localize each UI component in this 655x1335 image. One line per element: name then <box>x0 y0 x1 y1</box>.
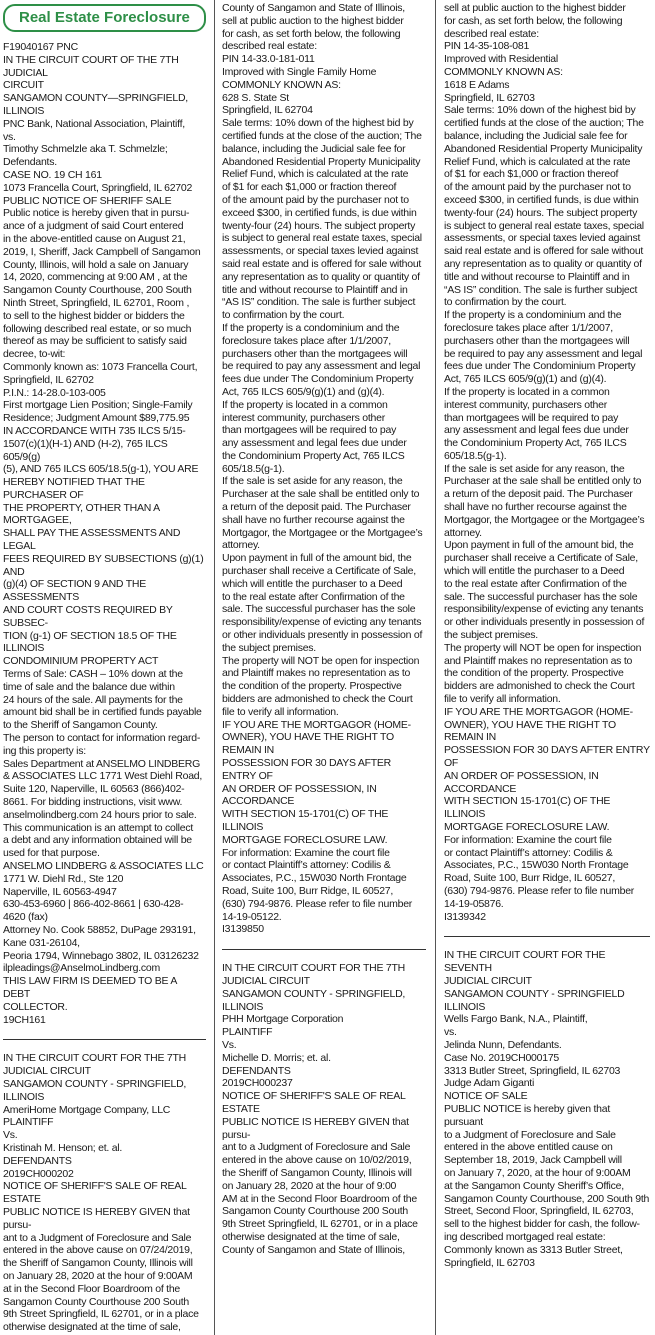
notice-line: County, Illinois, will hold a sale on January <box>3 258 189 271</box>
notice-line: ant to a Judgment of Foreclosure and Sale <box>3 1231 192 1244</box>
notice-line: “AS IS” condition. The sale is further subject <box>222 296 416 309</box>
notice-line: fees due under The Condominium Property <box>222 373 414 386</box>
notice-line: AM at in the Second Floor Boardroom of the <box>222 1192 417 1205</box>
notice <box>3 41 206 1026</box>
notice-line: the Sheriff of Sangamon County, Illinois will <box>3 1257 193 1270</box>
notice-line: sell at public auction to the highest bidder <box>444 2 626 14</box>
notice-line: 628 S. State St <box>222 91 289 104</box>
notice-line: (5), AND 765 ILCS 605/18.5(g-1), YOU ARE <box>3 463 199 476</box>
notice-line: 24 hours of the sale. All payments for the <box>3 693 183 706</box>
notice-line: ilpleadings@AnselmoLindberg.com <box>3 962 160 975</box>
notice-line: POSSESSION FOR 30 DAYS AFTER ENTRY OF <box>444 744 650 770</box>
notice-line: PLAINTIFF <box>222 1026 273 1039</box>
notice-line: attorney. <box>444 526 482 539</box>
notice-line: FEES REQUIRED BY SUBSECTIONS (g)(1) AND <box>3 552 204 578</box>
notice-line: TION (g-1) OF SECTION 18.5 OF THE ILLINOIS <box>3 629 177 655</box>
notice-line: sale. The successful purchaser has the sole <box>222 603 416 616</box>
notice-line: CONDOMINIUM PROPERTY ACT <box>3 655 159 668</box>
notice-line: Associates, P.C., 15W030 North Frontage <box>444 859 629 872</box>
notice-line: on January 28, 2020 at the hour of 9:00 <box>222 1179 397 1192</box>
notice-line: 1507(c)(1)(H-1) AND (H-2), 765 ILCS 605/9(g) <box>3 437 168 463</box>
notice-line: to a Judgment of Foreclosure and Sale <box>444 1128 616 1141</box>
notice-line: POSSESSION FOR 30 DAYS AFTER ENTRY OF <box>222 757 392 782</box>
notice-line: Timothy Schmelzle aka T. Schmelzle; <box>3 143 168 156</box>
notice-line: 9th Street Springfield, IL 62701, or in a place <box>222 1218 418 1231</box>
notice-line: to the real estate after Confirmation of the <box>444 577 627 590</box>
notice-line: or other individuals presently in possession of <box>222 629 423 642</box>
notice-line: Upon payment in full of the amount bid, the <box>444 539 634 552</box>
notice-line: First mortgage Lien Position; Single-Family <box>3 399 193 412</box>
notice-line: decree, to-wit: <box>3 348 66 361</box>
notice-line: the subject premises. <box>444 629 538 642</box>
notice-line: Relief Fund, which is calculated at the rate <box>222 168 409 181</box>
notice-line: COMMONLY KNOWN AS: <box>444 65 563 78</box>
notice-line: be required to pay any assessment and legal <box>444 347 643 360</box>
notice-line: or other individuals presently in possession of <box>444 616 645 629</box>
notice-line: 9th Street Springfield, IL 62701, or in a place <box>3 1308 199 1321</box>
notice-line: the Condominium Property Act, 765 ILCS <box>444 437 627 450</box>
notice-line: balance, including the Judicial sale fee for <box>222 142 406 155</box>
notice-line: 1771 W. Diehl Rd., Ste 120 <box>3 872 124 885</box>
notice-line: purchasers other than the mortgagees will <box>444 334 630 347</box>
notice-line: MORTGAGE FORECLOSURE LAW. <box>444 821 610 833</box>
notice-line: twenty-four (24) hours. The subject property <box>444 206 638 219</box>
notice-line: Abandoned Residential Property Municipality <box>444 142 643 155</box>
column-rule-2 <box>435 0 436 1335</box>
notice-line: exceed $300, in certified funds, is due within <box>444 193 639 206</box>
notice-line: said real estate and is offered for sale without <box>222 257 422 270</box>
notice-line: entered in the above cause on 10/02/2019, <box>222 1154 412 1167</box>
notice-line: Naperville, IL 60563-4947 <box>3 885 117 898</box>
notice-line: ILLINOIS <box>3 1090 45 1103</box>
notice-line: otherwise designated at the time of sale, <box>3 1321 181 1334</box>
notice-line: 14, 2020, commencing at 9:00 AM , at the <box>3 271 188 284</box>
notice-line: NOTICE OF SHERIFF'S SALE OF REAL ESTATE <box>3 1180 187 1206</box>
notice-line: OWNER), YOU HAVE THE RIGHT TO REMAIN IN <box>222 731 394 757</box>
notice-line: 3313 Butler Street, Springfield, IL 62703 <box>444 1064 621 1077</box>
notice-line: DEFENDANTS <box>3 1154 72 1167</box>
notice-line: 8661. For bidding instructions, visit www. <box>3 796 183 809</box>
notice-line: purchaser shall receive a Certificate of Sale, <box>222 565 416 578</box>
notice-line: AN ORDER OF POSSESSION, IN ACCORDANCE <box>222 782 377 808</box>
notice-line: SHALL PAY THE ASSESSMENTS AND LEGAL <box>3 527 181 553</box>
notice-line: to the real estate after Confirmation of the <box>222 590 405 603</box>
notice-line: Sangamon County Courthouse 200 South <box>222 1205 408 1218</box>
notice-line: Improved with Single Family Home <box>222 65 377 78</box>
notice-line: amount bid shall be in certified funds payable <box>3 706 202 719</box>
notice-line: & ASSOCIATES LLC 1771 West Diehl Road, <box>3 770 203 783</box>
notice-line: If the property is a condominium and the <box>444 309 622 322</box>
notice-line: purchasers other than the mortgagees will <box>222 347 408 360</box>
notice-line: If the sale is set aside for any reason, the <box>444 462 625 475</box>
notice-line: certified funds at the close of the auction; The <box>222 129 422 142</box>
notice-line: interest community, purchasers other <box>222 411 385 424</box>
notice-line: ing this property is: <box>3 744 86 757</box>
notice-line: twenty-four (24) hours. The subject property <box>222 219 416 232</box>
notice-line: NOTICE OF SALE <box>444 1090 528 1103</box>
notice-line: Act, 765 ILCS 605/9(g)(1) and (g)(4). <box>444 373 607 386</box>
notice-line: any assessment and legal fees due under <box>444 424 629 437</box>
notice-line: CASE NO. 19 CH 161 <box>3 168 102 181</box>
notice-line: Springfield, IL 62703 <box>444 1256 535 1269</box>
notice-line: bidders are admonished to check the Court <box>444 680 635 693</box>
notice-line: ILLINOIS <box>3 104 45 117</box>
notice-line: 2019CH000237 <box>222 1077 293 1090</box>
notice-line: PIN 14-35-108-081 <box>444 40 530 53</box>
notice-line: on January 7, 2020, at the hour of 9:00AM <box>444 1166 631 1179</box>
notice-line: the Condominium Property Act, 765 ILCS <box>222 449 405 462</box>
notice-line: The property will NOT be open for inspection <box>444 641 642 654</box>
notice-line: PUBLIC NOTICE IS HEREBY GIVEN that pursu- <box>222 1115 409 1141</box>
notice-line: JUDICIAL CIRCUIT <box>3 1065 91 1078</box>
notice-line: THE PROPERTY, OTHER THAN A MORTGAGEE, <box>3 501 160 527</box>
column-1 <box>3 0 206 1335</box>
notice-line: for cash, as set forth below, the following <box>222 27 401 40</box>
notice-line: fees due under The Condominium Property <box>444 360 636 373</box>
notice-line: ILLINOIS <box>222 1000 264 1013</box>
notice-line: If the property is a condominium and the <box>222 321 400 334</box>
notice-line: responsibility/expense of evicting any tenants <box>444 603 644 616</box>
notice-line: of $1 for each $1,000 or fraction thereof <box>222 181 397 194</box>
notice-line: on January 28, 2020 at the hour of 9:00AM <box>3 1269 193 1282</box>
notice-line: Sangamon County Courthouse, 200 South <box>3 284 192 297</box>
notice-line: Sangamon County Courthouse 200 South <box>3 1295 189 1308</box>
notice-line: Relief Fund, which is calculated at the rate <box>444 155 631 168</box>
notice-line: IN THE CIRCUIT COURT FOR THE SEVENTH <box>444 949 606 975</box>
notice-line: Commonly known as 3313 Butler Street, <box>444 1243 623 1256</box>
notice-line: Peoria 1794, Winnebago 3802, IL 03126232 <box>3 949 199 962</box>
notice-line: Case No. 2019CH000175 <box>444 1051 559 1064</box>
notice-line: 4620 (fax) <box>3 911 48 924</box>
notice-line: PUBLIC NOTICE is hereby given that pursuant <box>444 1102 610 1128</box>
notice-line: Road, Suite 100, Burr Ridge, IL 60527, <box>444 872 616 885</box>
notice-line: Vs. <box>222 1038 237 1051</box>
notice-line: Ninth Street, Springfield, IL 62701, Room , <box>3 296 190 309</box>
notice-line: any assessment and legal fees due under <box>222 437 407 450</box>
notice-line: responsibility/expense of evicting any tenants <box>222 616 422 629</box>
notice-line: for cash, as set forth below, the following <box>444 14 623 27</box>
notice-line: Wells Fargo Bank, N.A., Plaintiff, <box>444 1013 588 1026</box>
notice-line: If the property is located in a common <box>222 398 388 411</box>
notice-line: I3139342 <box>444 910 486 923</box>
notice-line: JUDICIAL CIRCUIT <box>222 974 310 987</box>
notice-line: CIRCUIT <box>3 79 44 92</box>
notice-line: IF YOU ARE THE MORTGAGOR (HOME- <box>222 718 411 731</box>
notice-line: sale. The successful purchaser has the sole <box>444 590 638 603</box>
notice-line: the condition of the property. Prospective <box>222 680 402 693</box>
notice-line: the subject premises. <box>222 641 316 654</box>
notice-line: is subject to general real estate taxes, special <box>444 219 644 232</box>
notice-line: file to verify all information. <box>222 705 339 718</box>
notice-line: County of Sangamon and State of Illinois, <box>222 2 405 14</box>
notice-line: “AS IS” condition. The sale is further subject <box>444 283 638 296</box>
notice-line: 605/18.5(g-1). <box>222 462 285 475</box>
notice-line: title and without recourse to Plaintiff and in <box>222 283 408 296</box>
notice-line: a debt and any information obtained will be <box>3 834 192 847</box>
notice-line: or contact Plaintiff’s attorney: Codilis & <box>222 859 391 872</box>
notice-line: AmeriHome Mortgage Company, LLC <box>3 1103 171 1116</box>
notice-line: JUDICIAL CIRCUIT <box>444 974 532 987</box>
notice-line: This communication is an attempt to collect <box>3 821 194 834</box>
notice-line: purchaser shall receive a Certificate of Sale, <box>444 552 638 565</box>
notice-line: and Plaintiff makes no representation as to <box>444 654 633 667</box>
notice-line: at the Sangamon County Sheriff’s Office, <box>444 1179 624 1192</box>
notice-line: (630) 794-9876. Please refer to file number <box>444 884 635 897</box>
notice-line: Associates, P.C., 15W030 North Frontage <box>222 872 407 885</box>
notice-line: entered in the above cause on 07/24/2019, <box>3 1244 193 1257</box>
notice-line: COLLECTOR. <box>3 1000 68 1013</box>
notice-line: ing described mortgaged real estate: <box>444 1230 606 1243</box>
notice-line: Jelinda Nunn, Defendants. <box>444 1038 562 1051</box>
notice-line: which will entitle the purchaser to a Deed <box>222 577 403 590</box>
notice-line: IN ACCORDANCE WITH 735 ILCS 5/15- <box>3 424 186 437</box>
notice-line: Residence; Judgment Amount $89,775.95 <box>3 412 190 425</box>
notice-line: Sangamon County Courthouse, 200 South 9th <box>444 1192 650 1205</box>
notice-line: to sell to the highest bidder or bidders the <box>3 309 185 322</box>
notice-line: PNC Bank, National Association, Plaintiff, <box>3 117 185 130</box>
notice-line: assessments, or special taxes levied against <box>444 232 641 245</box>
notice-line: assessments, or special taxes levied against <box>222 245 419 258</box>
notice-line: PIN 14-33.0-181-011 <box>222 53 315 66</box>
notice-line: Street, Second Floor, Springfield, IL 62703, <box>444 1205 634 1218</box>
notice-line: MORTGAGE FORECLOSURE LAW. <box>222 833 388 846</box>
notice-line: HEREBY NOTIFIED THAT THE PURCHASER OF <box>3 476 145 501</box>
notice-line: Vs. <box>3 1129 18 1142</box>
notice-line: PHH Mortgage Corporation <box>222 1013 344 1026</box>
notice-divider <box>444 936 650 937</box>
notice-line: PUBLIC NOTICE OF SHERIFF SALE <box>3 194 172 207</box>
notice-line: Purchaser at the sale shall be entitled only to <box>444 475 642 488</box>
notice-line: Public notice is hereby given that in pursu- <box>3 207 190 220</box>
notice-line: anselmolindberg.com 24 hours prior to sale. <box>3 808 197 821</box>
notice <box>444 949 650 1269</box>
notice-line: attorney. <box>222 539 260 552</box>
notice-line: Terms of Sale: CASH – 10% down at the <box>3 668 183 681</box>
notice-line: Defendants. <box>3 156 57 169</box>
notice-line: sell at public auction to the highest bidder <box>222 14 404 27</box>
notice-line: The person to contact for information regard- <box>3 732 201 745</box>
notice-line: interest community, purchasers other <box>444 398 607 411</box>
notice-line: is subject to general real estate taxes, special <box>222 232 422 245</box>
notice-line: For information: Examine the court file <box>444 833 612 846</box>
notice-line: and Plaintiff makes no representation as to <box>222 667 411 680</box>
notice-line: thereof as may be sufficient to satisfy said <box>3 335 187 348</box>
notice <box>3 1052 206 1334</box>
notice-line: 19CH161 <box>3 1013 46 1026</box>
notice-line: described real estate: <box>444 27 539 40</box>
notice-line: If the property is located in a common <box>444 385 610 398</box>
notice-line: NOTICE OF SHERIFF'S SALE OF REAL ESTATE <box>222 1090 406 1115</box>
notice-line: shall have no further recourse against the <box>444 501 627 514</box>
notice-line: Purchaser at the sale shall be entitled only to <box>222 488 420 501</box>
section-header: Real Estate Foreclosure <box>3 4 206 32</box>
notice-line: entered in the above entitled cause on <box>444 1141 613 1154</box>
notice-line: AND COURT COSTS REQUIRED BY SUBSEC- <box>3 604 173 629</box>
notice-line: WITH SECTION 15-1701(C) OF THE ILLINOIS <box>444 795 611 821</box>
notice-line: IF YOU ARE THE MORTGAGOR (HOME- <box>444 705 633 718</box>
notice-line: Attorney No. Cook 58852, DuPage 293191, <box>3 923 196 936</box>
notice-line: The property will NOT be open for inspection <box>222 654 420 667</box>
notice-line: Springfield, IL 62703 <box>444 91 535 104</box>
notice-line: September 18, 2019, Jack Campbell will <box>444 1154 622 1167</box>
notice-line: said real estate and is offered for sale without <box>444 245 644 258</box>
notice-line: For information: Examine the court file <box>222 846 390 859</box>
notice-line: described real estate: <box>222 40 317 53</box>
notice-line: OWNER), YOU HAVE THE RIGHT TO REMAIN IN <box>444 718 616 744</box>
notice-line: ance of a judgment of said Court entered <box>3 220 184 233</box>
notice-line: a return of the deposit paid. The Purchaser <box>222 501 411 514</box>
notice-line: Springfield, IL 62702 <box>3 373 94 386</box>
notice-line: I3139850 <box>222 923 264 936</box>
column-2 <box>222 0 426 1335</box>
notice-line: foreclosure takes place after 1/1/2007, <box>444 321 613 334</box>
notice-line: Sale terms: 10% down of the highest bid by <box>222 117 414 130</box>
notice-line: Sales Department at ANSELMO LINDBERG <box>3 757 200 770</box>
notice-line: shall have no further recourse against the <box>222 513 405 526</box>
notice-line: Improved with Residential <box>444 53 558 66</box>
notice-continued <box>444 2 650 923</box>
notice-line: used for that purpose. <box>3 847 100 860</box>
notice-line: foreclosure takes place after 1/1/2007, <box>222 334 391 347</box>
notice-line: a return of the deposit paid. The Purchaser <box>444 488 633 501</box>
notice-line: of $1 for each $1,000 or fraction thereof <box>444 168 619 181</box>
notice-line: of the amount paid by the purchaser not to <box>444 181 631 194</box>
notice-line: Sale terms: 10% down of the highest bid by <box>444 104 636 117</box>
notice-line: which will entitle the purchaser to a Deed <box>444 565 625 578</box>
notice-line: the Sheriff of Sangamon County, Illinois will <box>222 1166 412 1179</box>
notice-line: Springfield, IL 62704 <box>222 104 313 117</box>
notice-line: THIS LAW FIRM IS DEEMED TO BE A DEBT <box>3 975 177 1000</box>
notice-line: bidders are admonished to check the Court <box>222 693 413 706</box>
notice-line: to confirmation by the court. <box>222 309 345 322</box>
notice-line: 2019CH000202 <box>3 1167 74 1180</box>
notice-continued <box>222 2 426 936</box>
notice-line: vs. <box>3 130 16 143</box>
notice-line: PUBLIC NOTICE IS HEREBY GIVEN that pursu- <box>3 1205 190 1231</box>
notice-line: P.I.N.: 14-28.0-103-005 <box>3 386 106 399</box>
notice-line: than mortgagees will be required to pay <box>444 411 619 424</box>
column-3 <box>444 0 650 1335</box>
notice-line: vs. <box>444 1026 457 1039</box>
notice-line: the condition of the property. Prospective <box>444 667 624 680</box>
notice-line: following described real estate, or so much <box>3 322 192 335</box>
notice-line: any representation as to quality or quantity of <box>444 257 642 270</box>
notice-line: 14-19-05876. <box>444 897 504 910</box>
notice-line: Kane 031-26104, <box>3 936 80 949</box>
notice-line: or contact Plaintiff’s attorney: Codilis & <box>444 846 613 859</box>
notice-line: to confirmation by the court. <box>444 296 567 309</box>
notice-line: Michelle D. Morris; et. al. <box>222 1051 331 1064</box>
notice-line: to the Sheriff of Sangamon County. <box>3 719 158 732</box>
notice-line: Kristinah M. Henson; et. al. <box>3 1141 123 1154</box>
notice-line: If the sale is set aside for any reason, the <box>222 475 403 488</box>
notice-divider <box>222 949 426 950</box>
notice-line: 630-453-6960 | 866-402-8661 | 630-428- <box>3 898 184 911</box>
notice-line: exceed $300, in certified funds, is due within <box>222 206 417 219</box>
notice-line: SANGAMON COUNTY—SPRINGFIELD, <box>3 92 188 105</box>
notice-line: any representation as to quality or quantity of <box>222 270 420 283</box>
notice-line: (g)(4) OF SECTION 9 AND THE ASSESSMENTS <box>3 578 146 604</box>
notice-divider <box>3 1039 206 1040</box>
notice-line: balance, including the Judicial sale fee for <box>444 129 628 142</box>
notice-line: in the above-entitled cause on August 21, <box>3 232 186 245</box>
notice-line: otherwise designated at the time of sale, <box>222 1230 400 1243</box>
notice-line: Mortgagor, the Mortgagee or the Mortgagee’s <box>444 513 645 526</box>
notice-line: than mortgagees will be required to pay <box>222 424 397 437</box>
notice-line: COMMONLY KNOWN AS: <box>222 78 341 91</box>
notice-line: sell to the highest bidder for cash, the follow- <box>444 1218 640 1231</box>
notice-line: time of sale and the balance due within <box>3 680 175 693</box>
notice-line: County of Sangamon and State of Illinois, <box>222 1243 405 1256</box>
notice-line: be required to pay any assessment and legal <box>222 360 421 373</box>
notice-line: AN ORDER OF POSSESSION, IN ACCORDANCE <box>444 769 599 795</box>
notice-line: IN THE CIRCUIT COURT OF THE 7TH JUDICIAL <box>3 53 179 79</box>
notice-line: file to verify all information. <box>444 693 561 706</box>
notice-line: PLAINTIFF <box>3 1116 54 1129</box>
notice-line: certified funds at the close of the auction; The <box>444 117 644 130</box>
notice-line: title and without recourse to Plaintiff and in <box>444 270 630 283</box>
notice-line: Suite 120, Naperville, IL 60563 (866)402- <box>3 783 185 796</box>
notice <box>222 962 426 1256</box>
notice-line: Abandoned Residential Property Municipality <box>222 155 421 168</box>
notice-line: DEFENDANTS <box>222 1064 291 1077</box>
notice-line: Act, 765 ILCS 605/9(g)(1) and (g)(4). <box>222 385 385 398</box>
notice-line: ant to a Judgment of Foreclosure and Sale <box>222 1141 411 1154</box>
notice-line: of the amount paid by the purchaser not to <box>222 193 409 206</box>
notice-line: (630) 794-9876. Please refer to file number <box>222 897 413 910</box>
notice-line: 605/18.5(g-1). <box>444 449 507 462</box>
notice-line: SANGAMON COUNTY - SPRINGFIELD ILLINOIS <box>444 987 625 1013</box>
notice-line: SANGAMON COUNTY - SPRINGFIELD, <box>3 1077 187 1090</box>
notice-line: Road, Suite 100, Burr Ridge, IL 60527, <box>222 884 394 897</box>
notice-line: WITH SECTION 15-1701(C) OF THE ILLINOIS <box>222 808 389 833</box>
notice-line: Mortgagor, the Mortgagee or the Mortgagee’s <box>222 526 423 539</box>
notice-line: 14-19-05122. <box>222 910 282 923</box>
notice-line: Commonly known as: 1073 Francella Court, <box>3 360 198 373</box>
notice-line: IN THE CIRCUIT COURT FOR THE 7TH <box>222 962 405 975</box>
notice-line: at in the Second Floor Boardroom of the <box>3 1282 181 1295</box>
notice-line: IN THE CIRCUIT COURT FOR THE 7TH <box>3 1052 186 1065</box>
notice-line: F19040167 PNC <box>3 41 78 53</box>
notice-line: 1073 Francella Court, Springfield, IL 62702 <box>3 181 193 194</box>
notice-line: 1618 E Adams <box>444 78 510 91</box>
notice-line: SANGAMON COUNTY - SPRINGFIELD, <box>222 987 406 1000</box>
notice-line: Upon payment in full of the amount bid, the <box>222 552 412 565</box>
notice-line: ANSELMO LINDBERG & ASSOCIATES LLC <box>3 860 204 872</box>
notice-line: Judge Adam Giganti <box>444 1077 535 1090</box>
notice-line: 2019, I, Sheriff, Jack Campbell of Sangamon <box>3 245 201 258</box>
column-rule-1 <box>214 0 215 1335</box>
